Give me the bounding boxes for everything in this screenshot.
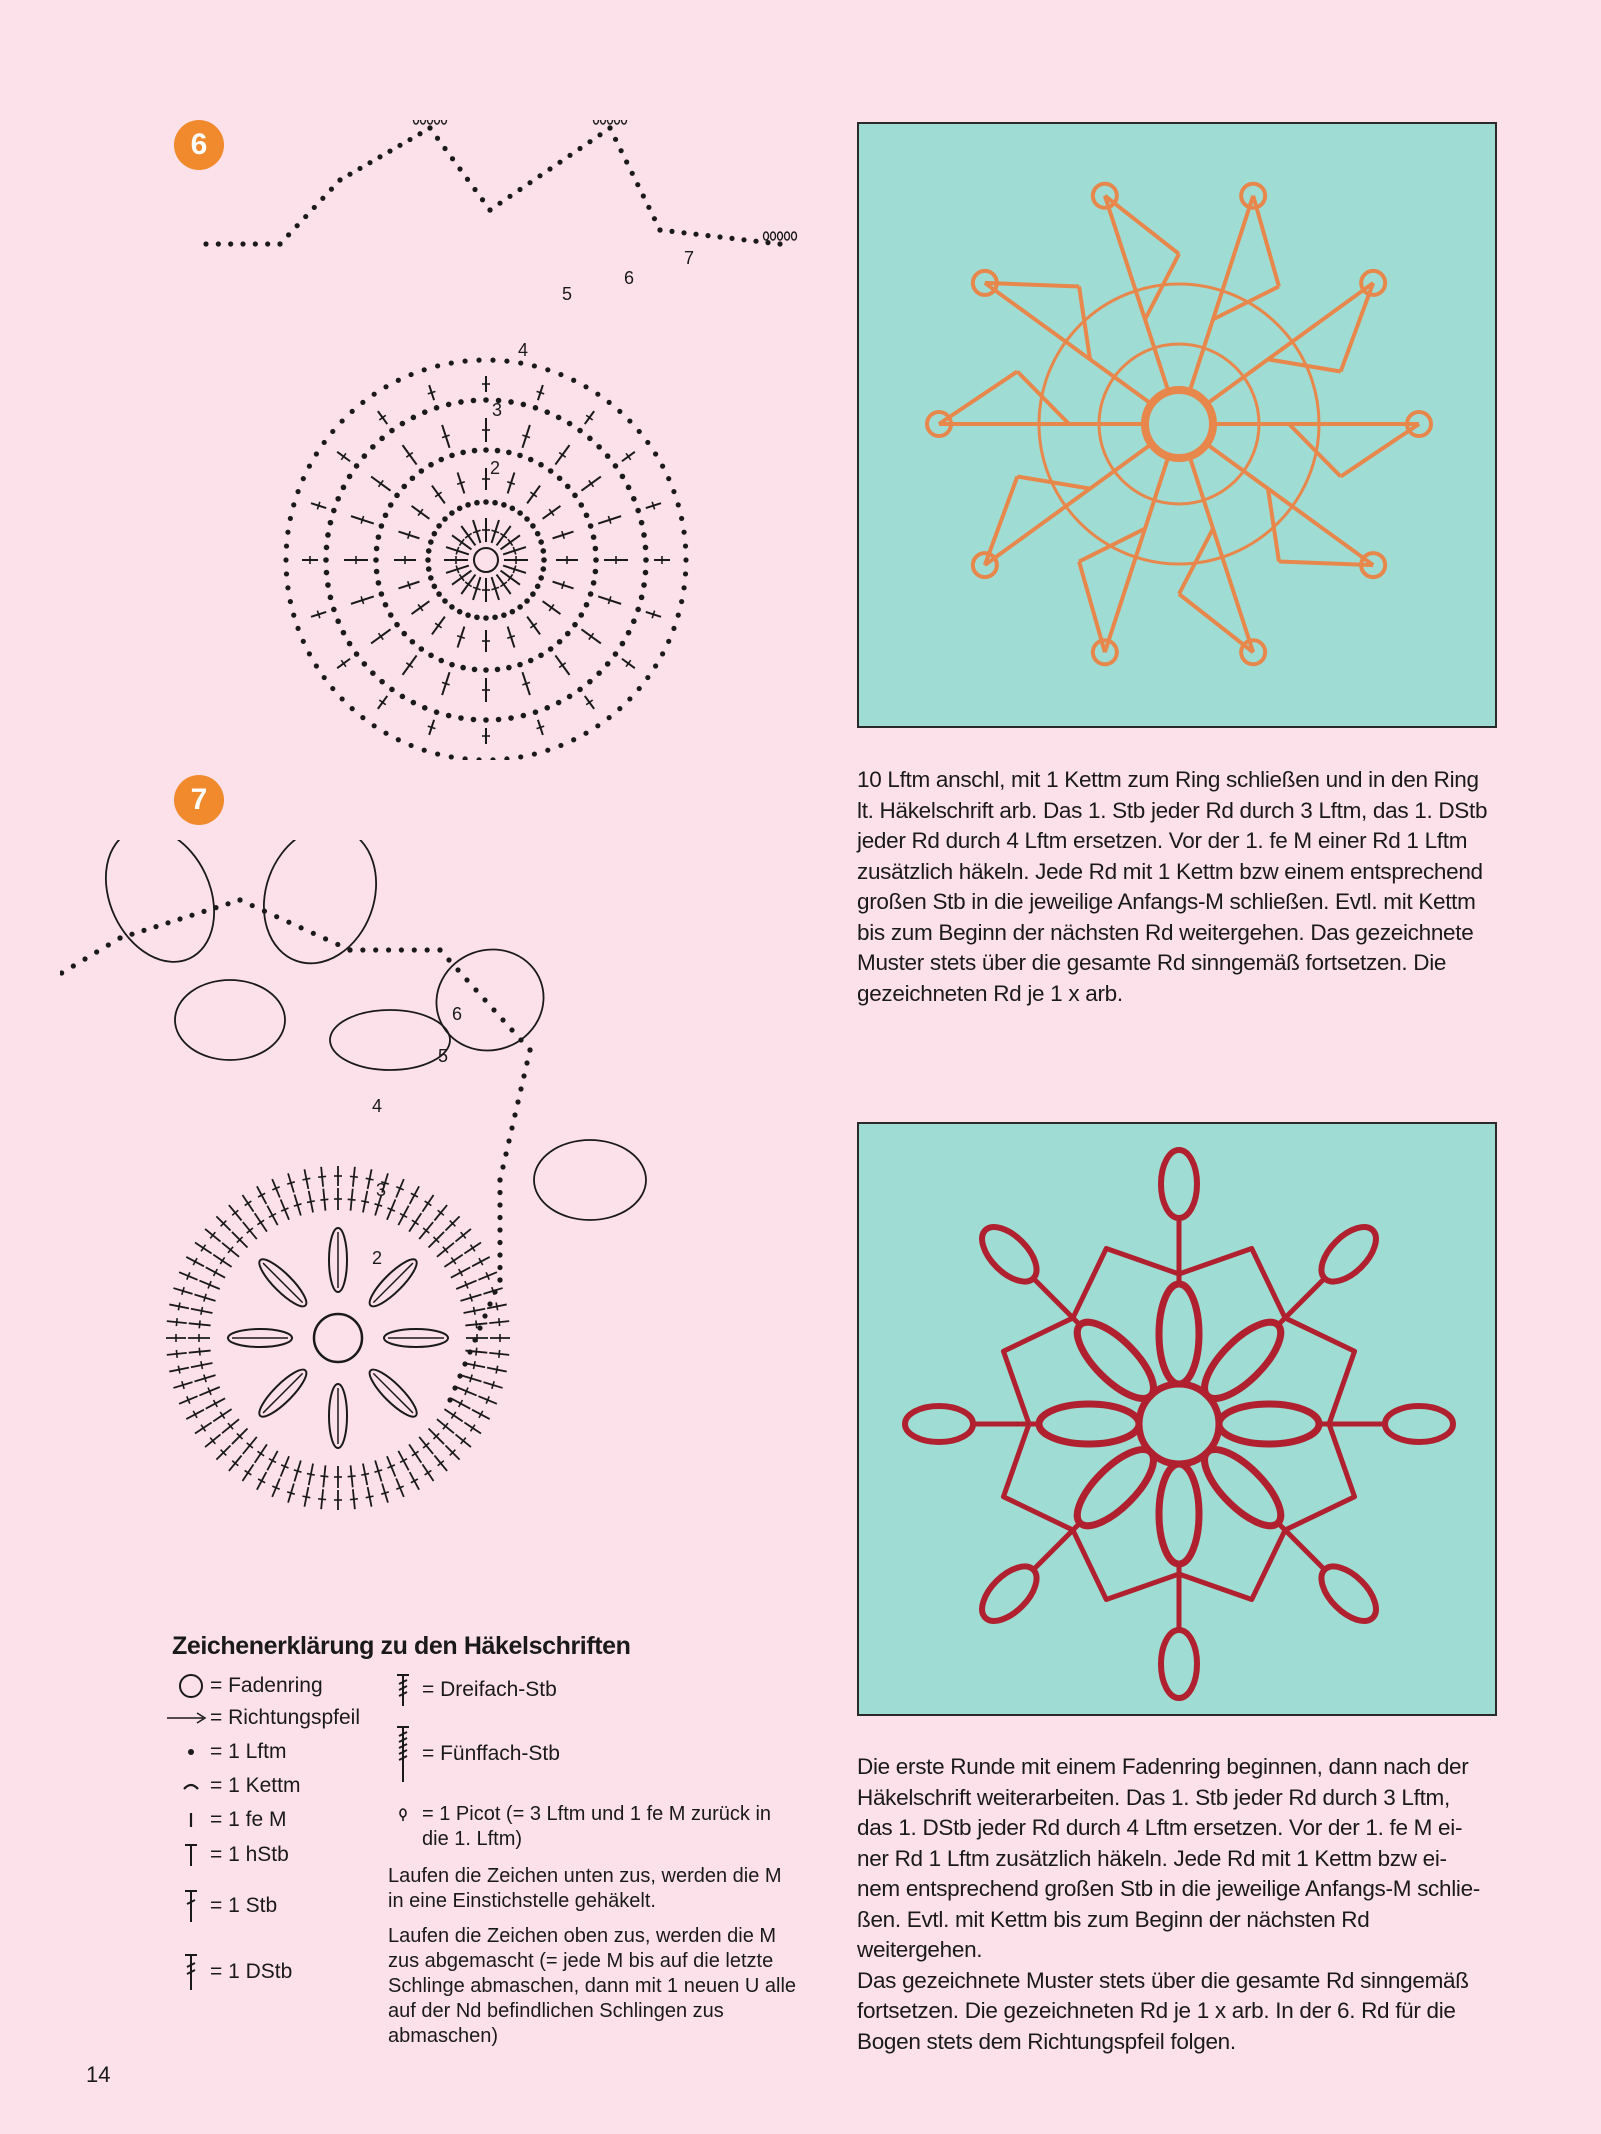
text-line: nem entsprechend großen Stb in die jeweilige Anfangs-M schlie-: [857, 1876, 1481, 1901]
legend-item-hstb: [172, 1842, 289, 1868]
chart7-round-3: [166, 1166, 510, 1510]
picot-icon: [384, 1802, 422, 1822]
text-line: Die erste Runde mit einem Fadenring beginnen, dann nach der: [857, 1754, 1469, 1779]
chart6-round-2: [394, 468, 578, 652]
text-line: das 1. DStb jeder Rd durch 4 Lftm ersetzen. Vor der 1. fe M ei-: [857, 1815, 1463, 1840]
text-line: Häkelschrift weiterarbeiten. Das 1. Stb jeder Rd durch 3 Lftm,: [857, 1784, 1450, 1810]
legend-label: = Richtungspfeil: [210, 1706, 361, 1729]
legend-label: = 1 fe M: [210, 1808, 287, 1831]
text-line: gezeichneten Rd je 1 x arb.: [857, 980, 1123, 1006]
crochet-chart-7: [60, 840, 860, 1540]
text-line: ßen. Evtl. mit Kettm bis zum Beginn der nächsten Rd weitergehen.: [857, 1906, 1370, 1962]
text-line: Muster stets über die gesamte Rd sinngemäß fortsetzen. Die: [857, 950, 1447, 975]
legend-item-fem: [172, 1808, 286, 1832]
chart6-center-ring: [474, 548, 498, 572]
legend-label: = 1 Picot (= 3 Lftm und 1 fe M zurück in die 1. Lftm): [422, 1803, 772, 1850]
legend-item-picot: [384, 1802, 804, 1852]
chart6-outer-chains: [203, 120, 796, 247]
text-line: lt. Häkelschrift arb. Das 1. Stb jeder Rd durch 3 Lftm, das 1. DStb: [857, 797, 1488, 823]
orange-doily-image: [859, 124, 1497, 728]
photo-orange-doily: [857, 122, 1497, 728]
legend-item-arrow: [164, 1706, 360, 1730]
pattern-6-badge: 6: [174, 120, 224, 170]
text-line: Das gezeichnete Muster stets über die gesamte Rd sinngemäß: [857, 1967, 1469, 1993]
hstb-icon: [172, 1842, 210, 1868]
arrow-icon: [164, 1711, 210, 1725]
symbol-legend: [172, 1632, 832, 2047]
chart6-round-3: [344, 418, 628, 702]
legend-item-ring: [172, 1672, 323, 1700]
text-line: Bogen stets dem Richtungspfeil folgen.: [857, 2028, 1236, 2054]
text-line: fortsetzen. Die gezeichneten Rd je 1 x arb. In der 6. Rd für die: [857, 1998, 1456, 2023]
chart7-label-round-2: 2: [372, 1248, 383, 1268]
bar-icon: [172, 1811, 210, 1829]
chart7-label-round-5: 5: [438, 1046, 449, 1066]
legend-item-dreifach-stb: [384, 1672, 557, 1708]
text-line: bis zum Beginn der nächsten Rd weitergehen. Das gezeichnete: [857, 919, 1474, 945]
arc-icon: [172, 1781, 210, 1791]
chart6-round-1: [444, 518, 528, 602]
dot-icon: [172, 1747, 210, 1757]
legend-label: = 1 Lftm: [210, 1740, 287, 1763]
legend-label: = Dreifach-Stb: [422, 1678, 557, 1701]
chart7-label-round-3: 3: [376, 1180, 387, 1200]
legend-item-fuenffach-stb: [384, 1724, 560, 1784]
dstb-icon: [172, 1952, 210, 1992]
ring-icon: [172, 1672, 210, 1700]
legend-item-dstb: [172, 1952, 292, 1992]
legend-item-lftm: [172, 1740, 286, 1764]
text-line: jeder Rd durch 4 Lftm ersetzen. Vor der 1. fe M einer Rd 1 Lftm: [857, 828, 1468, 853]
chart6-label-round-6: 6: [624, 268, 635, 288]
chart6-label-round-4: 4: [518, 340, 529, 360]
legend-label: = Fünffach-Stb: [422, 1742, 560, 1765]
legend-label: = 1 Stb: [210, 1894, 278, 1917]
text-line: zusätzlich häkeln. Jede Rd mit 1 Kettm bzw einem entsprechend: [857, 858, 1483, 884]
chart6-label-round-5: 5: [562, 284, 573, 304]
chart6-label-round-3: 3: [492, 400, 503, 420]
legend-note-top: Laufen die Zeichen oben zus, werden die M zus abgemascht (= jede M bis auf die letzte Schlinge abmaschen, dann mit 1 neuen U alle auf der Nd befindlichen Schlingen zus abmaschen): [388, 1925, 797, 2047]
photo-red-doily: [857, 1122, 1497, 1716]
stb-icon: [172, 1888, 210, 1924]
pattern-7-badge: 7: [174, 775, 224, 825]
legend-label: = 1 hStb: [210, 1843, 289, 1866]
chart6-label-round-7: 7: [684, 248, 695, 268]
legend-note-bottom: Laufen die Zeichen unten zus, werden die M in eine Einstichstelle gehäkelt.: [388, 1865, 782, 1912]
chart7-center-ring: [314, 1314, 362, 1362]
legend-title: Zeichenerklärung zu den Häkelschriften: [172, 1632, 631, 1660]
chart6-label-round-2: 2: [490, 458, 501, 478]
dreifach-stb-icon: [384, 1672, 422, 1708]
text-line: 10 Lftm anschl, mit 1 Kettm zum Ring schließen und in den Ring: [857, 767, 1479, 792]
legend-label: = 1 Kettm: [210, 1774, 301, 1797]
chart7-label-round-6: 6: [452, 1004, 463, 1024]
red-doily-image: [859, 1124, 1497, 1716]
instructions-pattern-6: [857, 765, 1497, 1009]
text-line: ner Rd 1 Lftm zusätzlich häkeln. Jede Rd mit 1 Kettm bzw ei-: [857, 1845, 1447, 1871]
text-line: großen Stb in die jeweilige Anfangs-M schließen. Evtl. mit Kettm: [857, 889, 1476, 914]
crochet-chart-6: [190, 120, 850, 760]
chart7-label-round-4: 4: [372, 1096, 383, 1116]
chart7-round-1: [228, 1228, 448, 1448]
legend-label: = Fadenring: [210, 1674, 323, 1697]
legend-item-kettm: [172, 1774, 300, 1798]
instructions-pattern-7: [857, 1752, 1497, 2057]
fuenffach-stb-icon: [384, 1724, 422, 1784]
legend-item-stb: [172, 1888, 277, 1924]
legend-label: = 1 DStb: [210, 1960, 293, 1983]
page-number: 14: [86, 2062, 111, 2087]
